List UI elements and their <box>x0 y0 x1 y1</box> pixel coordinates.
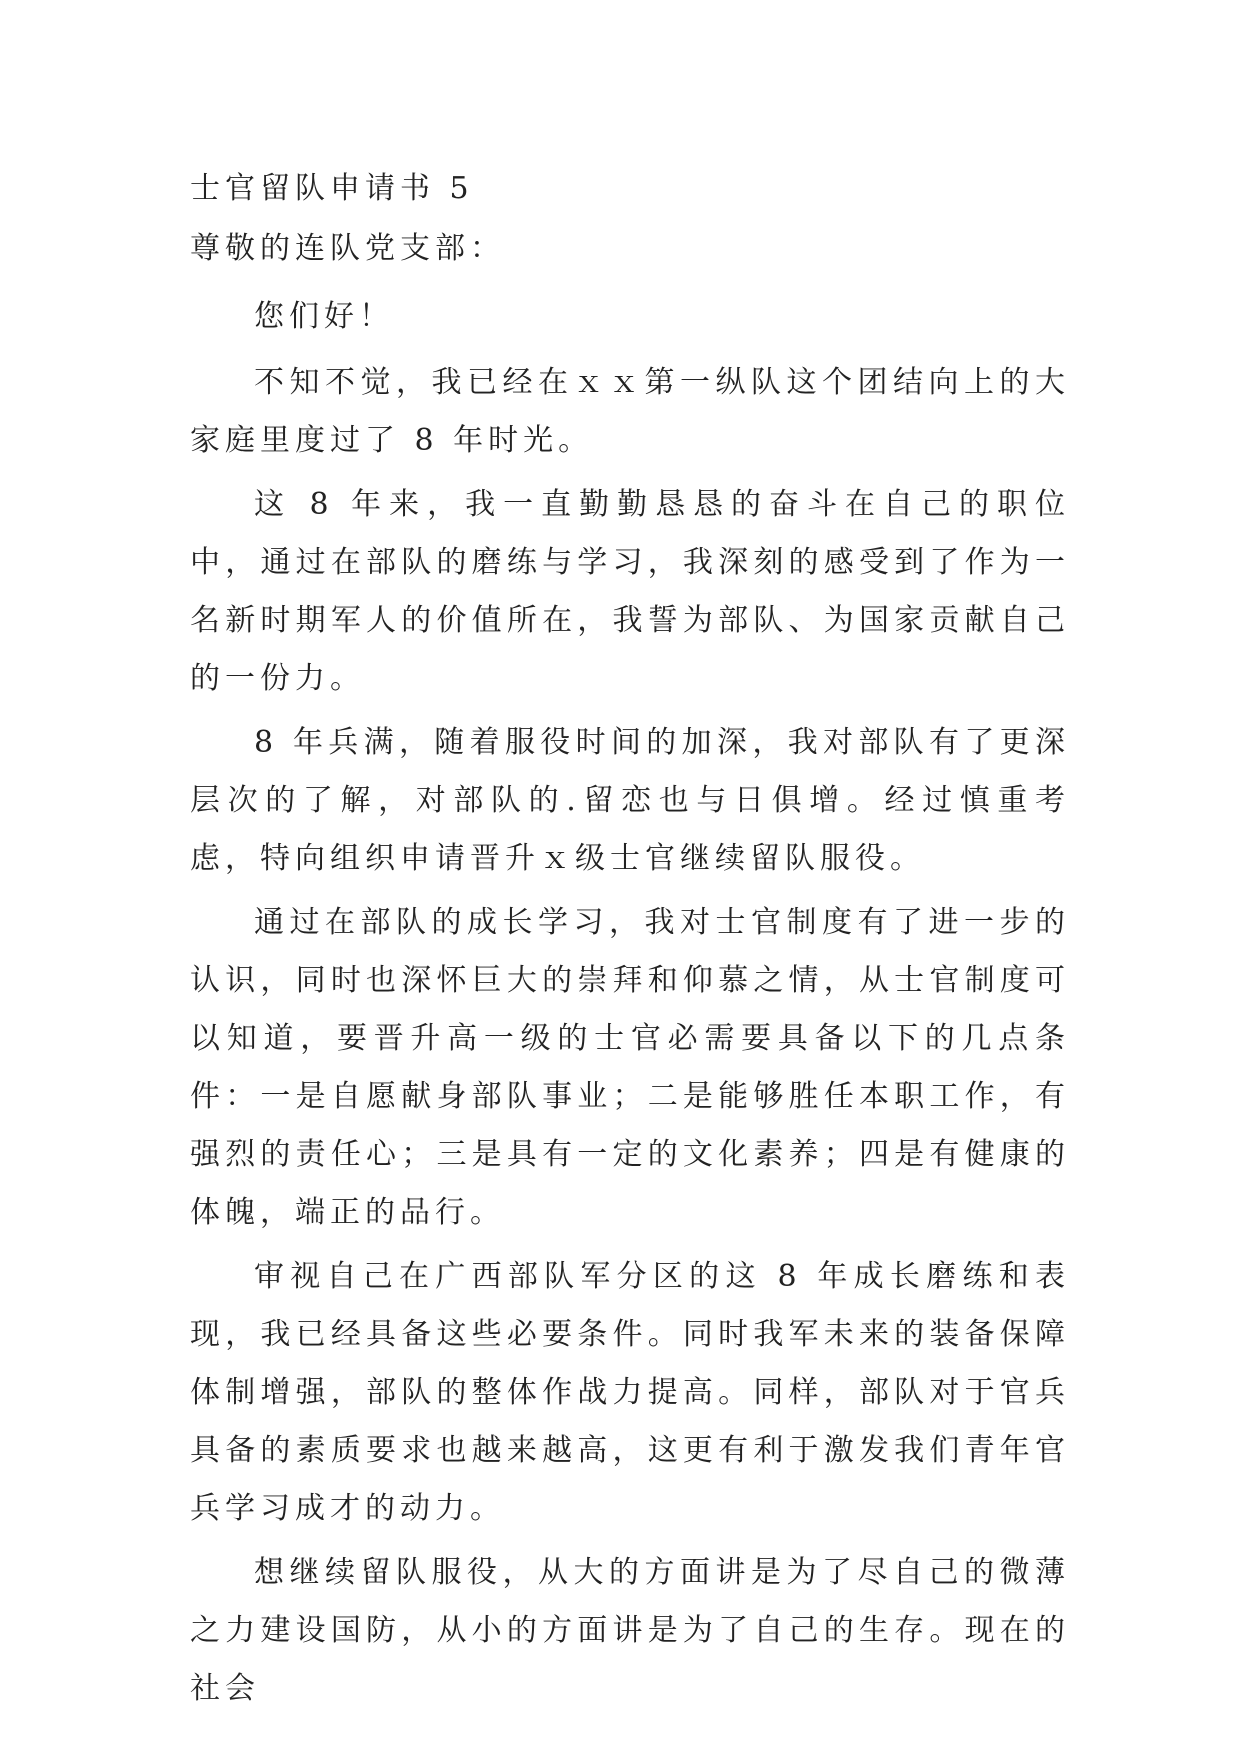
greeting: 您们好！ <box>254 299 394 334</box>
paragraph-2: 这 8 年来，我一直勤勤恳恳的奋斗在自己的职位中，通过在部队的磨练与学习，我深刻的感受到了作为一名新时期军人的价值所在，我誓为部队、为国家贡献自己的一份力。 <box>190 487 1070 696</box>
document-title: 士官留队申请书 5 <box>190 171 474 206</box>
paragraph-1: 不知不觉，我已经在ｘｘ第一纵队这个团结向上的大家庭里度过了 8 年时光。 <box>190 365 1070 458</box>
paragraph-5: 审视自己在广西部队军分区的这 8 年成长磨练和表现，我已经具备这些必要条件。同时我军未来的装备保障体制增强，部队的整体作战力提高。同样，部队对于官兵具备的素质要求也越来越高，这更有利于激发我们青年官兵学习成才的动力。 <box>190 1259 1070 1526</box>
paragraph-4: 通过在部队的成长学习，我对士官制度有了进一步的认识，同时也深怀巨大的崇拜和仰慕之情，从士官制度可以知道，要晋升高一级的士官必需要具备以下的几点条件：一是自愿献身部队事业；二是能够胜任本职工作，有强烈的责任心；三是具有一定的文化素养；四是有健康的体魄，端正的品行。 <box>190 905 1070 1230</box>
paragraph-6: 想继续留队服役，从大的方面讲是为了尽自己的微薄之力建设国防，从小的方面讲是为了自己的生存。现在的社会 <box>190 1555 1070 1706</box>
document-body <box>190 160 1070 1718</box>
paragraph-3: 8 年兵满，随着服役时间的加深，我对部队有了更深层次的了解，对部队的.留恋也与日俱增。经过慎重考虑，特向组织申请晋升ｘ级士官继续留队服役。 <box>190 725 1070 876</box>
salutation: 尊敬的连队党支部： <box>190 231 505 266</box>
